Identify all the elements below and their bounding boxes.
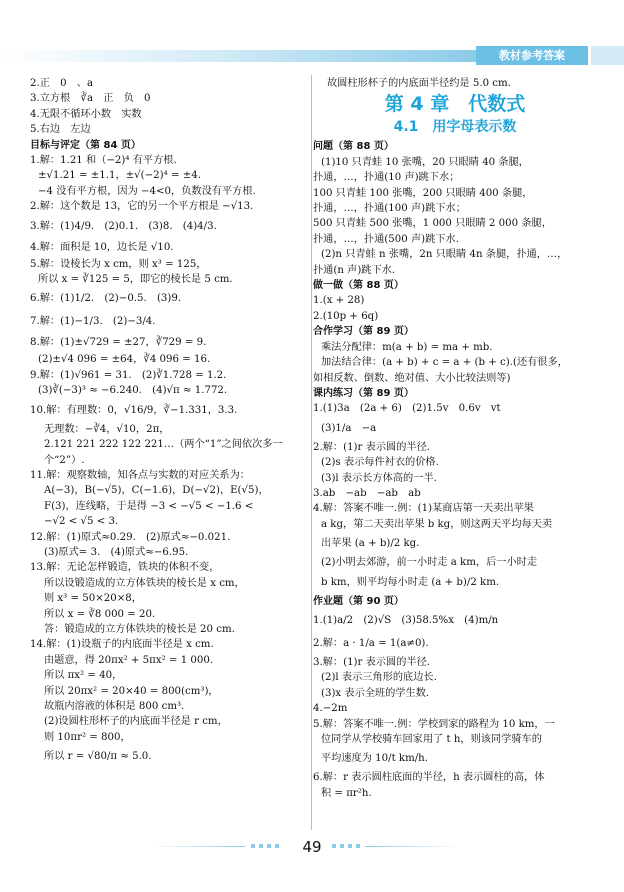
- answer-line: (2)s 表示每件衬衣的价格.: [321, 457, 439, 469]
- answer-line: 个“2”）.: [44, 454, 85, 466]
- footer-dot: [340, 844, 344, 848]
- answer-line: 加法结合律：(a + b) + c = a + (b + c).(还有很多，: [321, 357, 568, 369]
- answer-line: (2)小明去郊游，前一小时走 a km，后一小时走: [321, 557, 538, 569]
- chapter-title: 第 4 章 代数式: [384, 93, 526, 116]
- answer-line: −4 没有平方根，因为 −4<0，负数没有平方根.: [38, 185, 256, 197]
- answer-line: 8.解：(1)±√729 = ±27，∛729 = 9.: [30, 337, 207, 349]
- answer-line: ±√1.21 = ±1.1，±√(−2)⁴ = ±4.: [38, 170, 201, 182]
- answer-line: −√2 < √5 < 3.: [44, 516, 119, 528]
- answer-line: 2.(10p + 6q): [313, 310, 379, 322]
- answer-line: 3.ab −ab −ab ab: [313, 487, 421, 499]
- answer-line: 14.解：(1)设瓶子的内底面半径是 x cm.: [30, 639, 214, 651]
- footer-dot: [356, 844, 360, 848]
- header-tail: [591, 46, 624, 65]
- answer-line: 扑通，…，扑通(10 声)跳下水；: [313, 172, 460, 184]
- section-title: 4.1 用字母表示数: [393, 119, 517, 136]
- footer-rule-left: [150, 846, 245, 847]
- answer-line: (1)10 只青蛙 10 张嘴，20 只眼睛 40 条腿，: [321, 156, 529, 168]
- answer-line: 500 只青蛙 500 张嘴，1 000 只眼睛 2 000 条腿，: [313, 218, 552, 230]
- section-heading: 作业题（第 90 页）: [313, 595, 404, 607]
- answer-line: A(−3)，B(−√5)，C(−1.6)，D(−√2)，E(√5)，: [44, 485, 269, 497]
- right-column: [313, 76, 597, 801]
- answer-line: 3.立方根 ∛a 正 负 0: [30, 93, 151, 105]
- answer-line: 9.解：(1)√961 = 31. (2)∛1.728 = 1.2.: [30, 369, 227, 381]
- answer-line: 无理数：−∛4，√10，2π，: [44, 423, 170, 435]
- answer-line: 则 x³ = 50×20×8，: [44, 593, 142, 605]
- answer-line: b km，则平均每小时走 (a + b)/2 km.: [321, 576, 500, 588]
- answer-line: 12.解：(1)原式≈0.29. (2)原式≈−0.021.: [30, 531, 231, 543]
- answer-line: 11.解：观察数轴，知各点与实数的对应关系为：: [30, 469, 250, 481]
- section-heading: 目标与评定（第 84 页）: [30, 139, 141, 151]
- header-label: 教材参考答案: [476, 46, 588, 65]
- answer-line: 所以 r = √80/π ≈ 5.0.: [44, 751, 152, 763]
- section-heading: 课内练习（第 89 页）: [313, 387, 414, 399]
- answer-line: (3)∛(−3)³ ≈ −6.240. (4)√π ≈ 1.772.: [38, 385, 228, 397]
- footer-dot: [259, 844, 263, 848]
- answer-line: (3)l 表示长方体高的一半.: [321, 472, 437, 484]
- answer-line: 出苹果 (a + b)/2 kg.: [321, 538, 420, 550]
- answer-line: (2)±√4 096 = ±64，∛4 096 = 16.: [38, 354, 211, 366]
- answer-line: 2.正 0 、a: [30, 78, 94, 89]
- answer-line: (2)l 表示三角形的底边长.: [321, 672, 437, 684]
- answer-line: 6.解：r 表示圆柱底面的半径，h 表示圆柱的高，体: [313, 772, 545, 784]
- answer-line: 扑通(n 声)跳下水.: [313, 264, 396, 276]
- section-heading: 做一做（第 88 页）: [313, 280, 404, 292]
- answer-line: 1.(x + 28): [313, 295, 365, 307]
- footer-dot: [348, 844, 352, 848]
- answer-line: 10.解：有理数：0，√16/9，∛−1.331，3.3.: [30, 404, 238, 416]
- answer-line: 100 只青蛙 100 张嘴，200 只眼睛 400 条腿，: [313, 187, 533, 199]
- answer-line: 4.无限不循环小数 实数: [30, 108, 142, 120]
- answer-line: 乘法分配律：m(a + b) = ma + mb.: [321, 341, 493, 353]
- footer-dot: [251, 844, 255, 848]
- answer-line: 4.−2m: [313, 703, 348, 715]
- answer-line: 如相反数、倒数、绝对值、大小比较法则等): [313, 372, 511, 384]
- answer-line: 故圆柱形杯子的内底面半径约是 5.0 cm.: [327, 78, 511, 89]
- answer-line: 由题意，得 20πx² + 5πx² = 1 000.: [44, 654, 214, 666]
- section-heading: 问题（第 88 页）: [313, 141, 394, 153]
- answer-line: 所以 20πx² = 20×40 = 800(cm³)，: [44, 685, 219, 697]
- answer-line: 5.解：答案不唯一.例：学校到家的路程为 10 km，一: [313, 718, 555, 730]
- left-column: [30, 76, 306, 768]
- answer-line: 1.解：1.21 和（−2)⁴ 有平方根.: [30, 155, 177, 167]
- header-band: [0, 50, 476, 62]
- answer-line: 2.解：这个数是 13，它的另一个平方根是 −√13.: [30, 201, 254, 213]
- section-heading: 合作学习（第 89 页）: [313, 326, 414, 338]
- answer-line: F(3)，连线略，于是得 −3 < −√5 < −1.6 <: [44, 500, 254, 512]
- answer-line: 1.(1)3a (2a + 6) (2)1.5v 0.6v vt: [313, 403, 501, 415]
- answer-line: 所以设锻造成的立方体铁块的棱长是 x cm，: [44, 577, 245, 589]
- answer-line: (2)设圆柱形杯子的内底面半径是 r cm，: [44, 716, 228, 728]
- column-divider: [311, 75, 312, 830]
- footer-dot: [332, 844, 336, 848]
- answer-line: 答：锻造成的立方体铁块的棱长是 20 cm.: [44, 623, 235, 635]
- answer-line: 所以 x = ∛125 = 5，即它的棱长是 5 cm.: [38, 274, 233, 286]
- answer-line: 积 = πr²h.: [321, 787, 372, 799]
- footer-dot: [275, 844, 279, 848]
- answer-line: 扑通，…，扑通(500 声)跳下水.: [313, 233, 459, 245]
- answer-line: 13.解：无论怎样锻造，铁块的体积不变，: [30, 562, 220, 574]
- answer-line: 2.解：a · 1/a = 1(a≠0).: [313, 637, 429, 649]
- answer-line: 平均速度为 10/t km/h.: [321, 753, 428, 765]
- answer-line: 4.解：面积是 10，边长是 √10.: [30, 241, 174, 253]
- footer-dot: [267, 844, 271, 848]
- answer-line: 3.解：(1)r 表示圆的半径.: [313, 656, 430, 668]
- answer-line: 2.121 221 222 122 221…（两个“1”之间依次多一: [44, 439, 283, 451]
- answer-line: 4.解：答案不唯一.例：(1)某商店第一天卖出苹果: [313, 503, 534, 515]
- answer-line: (2)n 只青蛙 n 张嘴，2n 只眼睛 4n 条腿，扑通，…，: [321, 249, 568, 261]
- answer-line: 5.解：设棱长为 x cm，则 x³ = 125，: [30, 258, 207, 270]
- answer-line: 7.解：(1)−1/3. (2)−3/4.: [30, 316, 156, 328]
- answer-line: 5.右边 左边: [30, 124, 91, 136]
- answer-line: 3.解：(1)4/9. (2)0.1. (3)8. (4)4/3.: [30, 220, 217, 232]
- answer-line: 则 10πr² = 800，: [44, 731, 131, 743]
- answer-line: 位同学从学校骑车回家用了 t h，则该同学骑车的: [321, 734, 542, 745]
- answer-line: 所以 πx² = 40，: [44, 670, 123, 682]
- answer-line: 1.(1)a/2 (2)√S (3)58.5%x (4)m/n: [313, 614, 499, 626]
- answer-line: (3)1/a −a: [321, 422, 377, 434]
- answer-line: 扑通，…，扑通(100 声)跳下水；: [313, 203, 466, 215]
- page-footer: [0, 836, 624, 858]
- answer-line: 故瓶内溶液的体积是 800 cm³.: [44, 701, 185, 712]
- answer-line: a kg，第二天卖出苹果 b kg，则这两天平均每天卖: [321, 518, 553, 530]
- answer-line: 6.解：(1)1/2. (2)−0.5. (3)9.: [30, 293, 182, 305]
- answer-line: 2.解：(1)r 表示圆的半径.: [313, 441, 430, 453]
- answer-line: 所以 x = ∛8 000 = 20.: [44, 608, 156, 620]
- page-number: 49: [302, 838, 322, 856]
- answer-line: (3)原式= 3. (4)原式≈−6.95.: [44, 546, 189, 558]
- footer-rule-right: [365, 846, 460, 847]
- answer-line: (3)x 表示全班的学生数.: [321, 687, 430, 699]
